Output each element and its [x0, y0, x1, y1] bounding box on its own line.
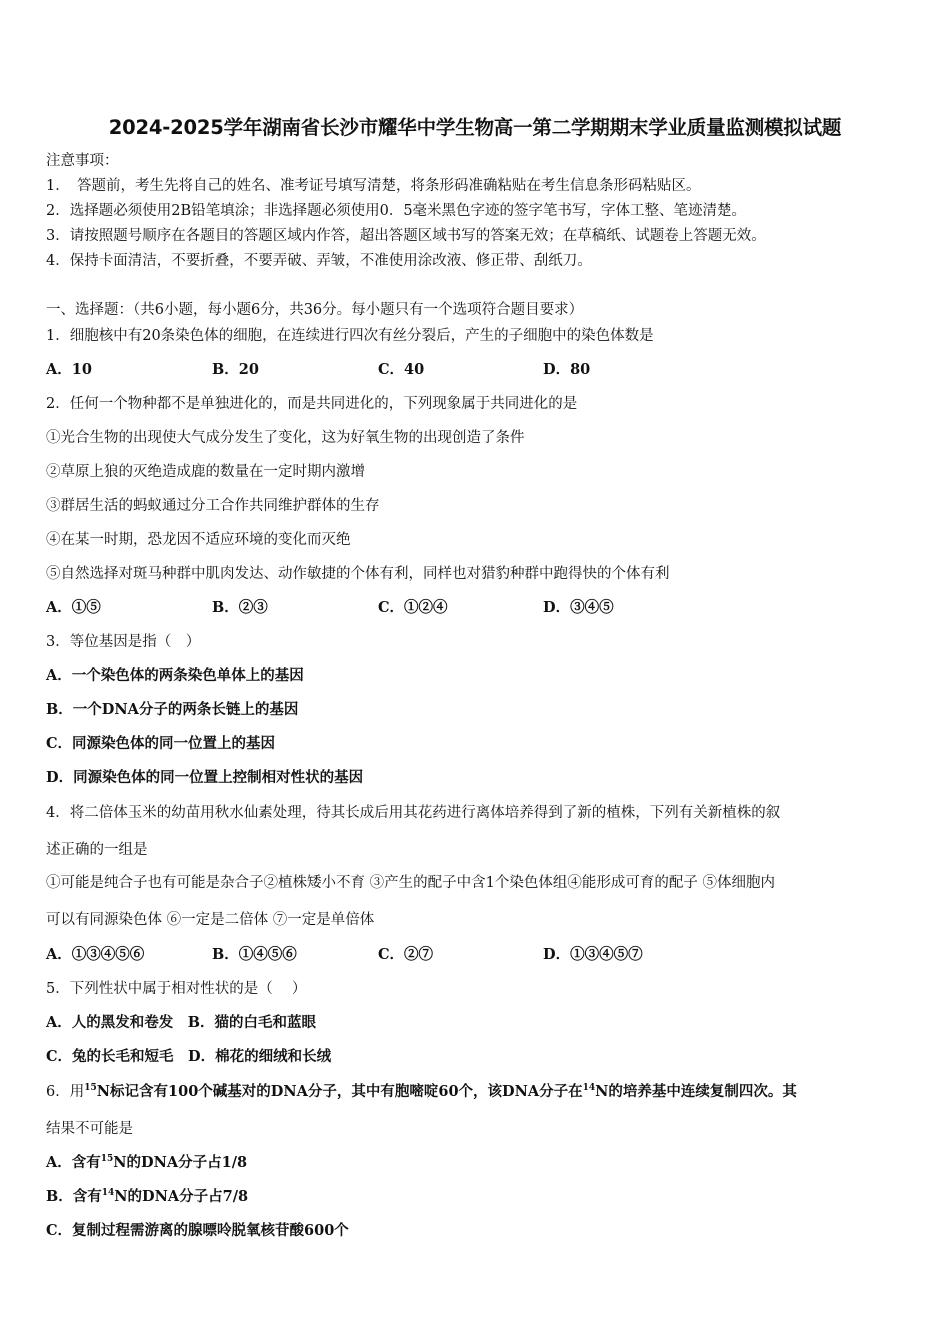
q5-stem: 5．下列性状中属于相对性状的是（ ）	[46, 981, 307, 997]
q6-stem-a: 6．用	[46, 1084, 85, 1100]
note-item-3: 3．请按照题号顺序在各题目的答题区域内作答，超出答题区域书写的答案无效；在草稿纸、试题卷上答题无效。	[46, 228, 766, 244]
q2-option-b[interactable]: B．②③	[212, 599, 268, 616]
q5-options-row-1[interactable]: A．人的黑发和卷发 B．猫的白毛和蓝眼	[46, 1014, 317, 1031]
q4-option-c[interactable]: C．②⑦	[378, 946, 434, 963]
q4-stem-line-2: 述正确的一组是	[46, 842, 148, 858]
q6-stem-line-2: 结果不可能是	[46, 1121, 133, 1137]
q6-sup-15: 15	[84, 1083, 97, 1093]
q6-option-a-post: N的DNA分子占1/8	[113, 1154, 248, 1171]
note-item-2: 2．选择题必须使用2B铅笔填涂；非选择题必须使用0．5毫米黑色字迹的签字笔书写，字体工整、笔迹清楚。	[46, 203, 747, 219]
q3-stem: 3．等位基因是指（ ）	[46, 634, 201, 650]
q6-option-a-pre: A．含有	[46, 1154, 101, 1171]
q2-option-c[interactable]: C．①②④	[378, 599, 448, 616]
q1-option-d[interactable]: D．80	[543, 361, 591, 378]
q4-option-d[interactable]: D．①③④⑤⑦	[543, 946, 643, 963]
q1-option-b[interactable]: B．20	[212, 361, 259, 378]
q6-stem-b: N标记含有100个碱基对的DNA分子，其中有胞嘧啶60个，该DNA分子在	[96, 1083, 583, 1100]
page-title: 2024-2025学年湖南省长沙市耀华中学生物高一第二学期期末学业质量监测模拟试题	[108, 116, 842, 139]
q2-option-d[interactable]: D．③④⑤	[543, 599, 614, 616]
q6-option-a[interactable]	[46, 1153, 247, 1173]
q4-items-line-2: 可以有同源染色体 ⑥一定是二倍体 ⑦一定是单倍体	[46, 912, 375, 928]
q3-option-c[interactable]: C．同源染色体的同一位置上的基因	[46, 735, 276, 752]
q1-stem: 1．细胞核中有20条染色体的细胞，在连续进行四次有丝分裂后，产生的子细胞中的染色体数是	[46, 328, 654, 344]
q6-option-b-post: N的DNA分子占7/8	[114, 1188, 249, 1205]
q2-item-2: ②草原上狼的灭绝造成鹿的数量在一定时期内激增	[46, 464, 365, 480]
q6-option-b-sup: 14	[101, 1188, 115, 1198]
q4-stem-line-1: 4．将二倍体玉米的幼苗用秋水仙素处理，待其长成后用其花药进行离体培养得到了新的植株，下列有关新植株的叙	[46, 805, 781, 821]
q6-option-b[interactable]	[46, 1187, 248, 1207]
q3-option-a[interactable]: A．一个染色体的两条染色单体上的基因	[46, 667, 304, 684]
q5-options-row-2[interactable]: C．兔的长毛和短毛 D．棉花的细绒和长绒	[46, 1048, 332, 1065]
q4-option-b[interactable]: B．①④⑤⑥	[212, 946, 297, 963]
q6-option-c[interactable]: C．复制过程需游离的腺嘌呤脱氧核苷酸600个	[46, 1222, 349, 1239]
note-item-1: 1． 答题前，考生先将自己的姓名、准考证号填写清楚，将条形码准确粘贴在考生信息条形码粘贴区。	[46, 178, 701, 194]
q3-option-d[interactable]: D．同源染色体的同一位置上控制相对性状的基因	[46, 769, 364, 786]
q2-item-5: ⑤自然选择对斑马种群中肌肉发达、动作敏捷的个体有利，同样也对猎豹种群中跑得快的个体有利	[46, 566, 670, 582]
q2-stem: 2．任何一个物种都不是单独进化的，而是共同进化的，下列现象属于共同进化的是	[46, 396, 578, 412]
q2-item-3: ③群居生活的蚂蚁通过分工合作共同维护群体的生存	[46, 498, 380, 514]
q6-option-b-pre: B．含有	[46, 1188, 102, 1205]
q6-sup-14: 14	[582, 1083, 596, 1093]
q1-option-c[interactable]: C．40	[378, 361, 425, 378]
q2-item-1: ①光合生物的出现使大气成分发生了变化，这为好氧生物的出现创造了条件	[46, 430, 525, 446]
section-heading: 一、选择题：（共6小题，每小题6分，共36分。每小题只有一个选项符合题目要求）	[46, 302, 584, 318]
q6-stem-line-1	[46, 1082, 797, 1102]
q2-item-4: ④在某一时期，恐龙因不适应环境的变化而灭绝	[46, 532, 351, 548]
notes-heading: 注意事项：	[46, 153, 119, 169]
q2-option-a[interactable]: A．①⑤	[46, 599, 101, 616]
q1-option-a[interactable]: A．10	[46, 361, 92, 378]
q3-option-b[interactable]: B．一个DNA分子的两条长链上的基因	[46, 701, 299, 718]
q4-items-line-1: ①可能是纯合子也有可能是杂合子②植株矮小不育 ③产生的配子中含1个染色体组④能形成可育的配子 ⑤体细胞内	[46, 875, 775, 891]
q4-option-a[interactable]: A．①③④⑤⑥	[46, 946, 145, 963]
note-item-4: 4．保持卡面清洁，不要折叠，不要弄破、弄皱，不准使用涂改液、修正带、刮纸刀。	[46, 253, 592, 269]
q6-option-a-sup: 15	[100, 1154, 114, 1164]
q6-stem-c: N的培养基中连续复制四次。其	[595, 1083, 797, 1100]
